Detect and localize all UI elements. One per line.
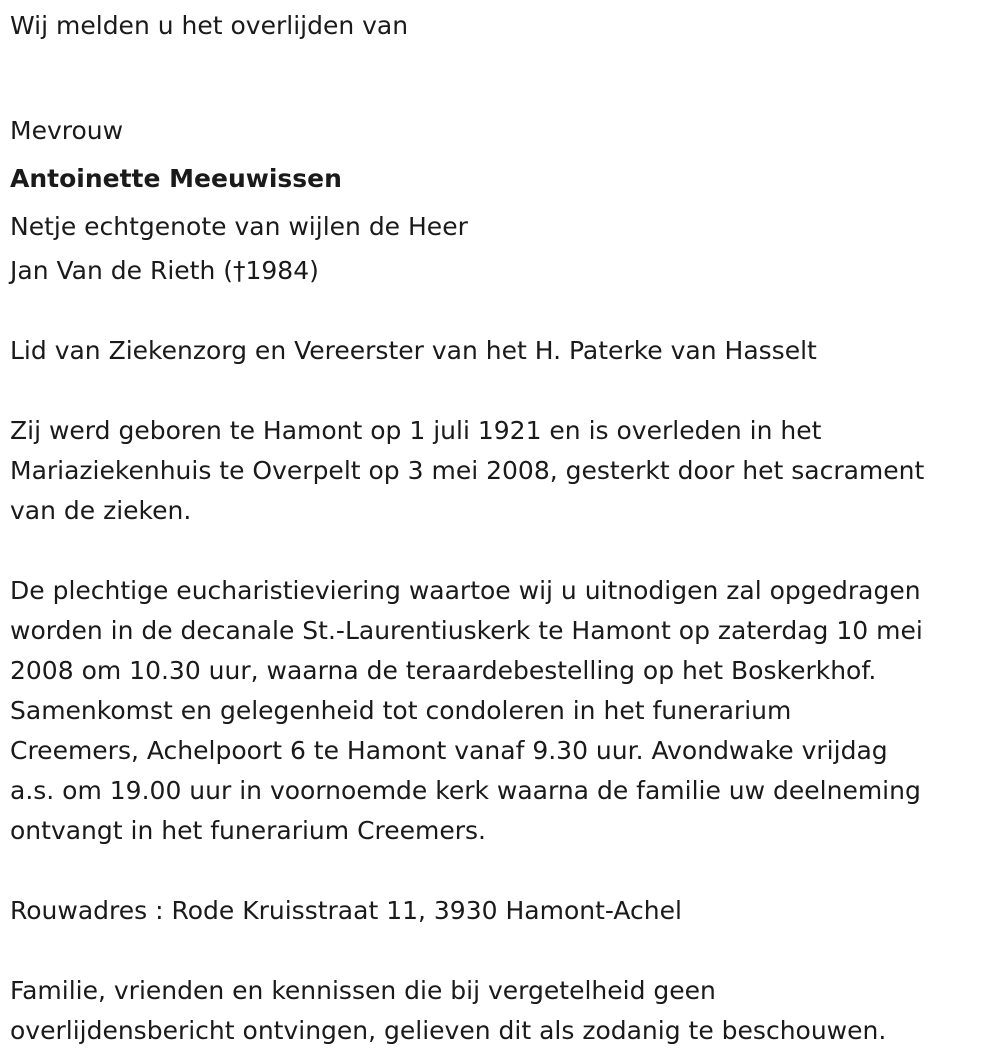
paragraph-line: Familie, vrienden en kennissen die bij vergetelheid geen <box>10 976 716 1005</box>
paragraph-line: Zij werd geboren te Hamont op 1 juli 1921 en is overleden in het <box>10 416 822 445</box>
paragraph-line: De plechtige eucharistieviering waartoe wij u uitnodigen zal opgedragen <box>10 576 921 605</box>
paragraph-line: worden in de decanale St.-Laurentiuskerk te Hamont op zaterdag 10 mei <box>10 616 923 645</box>
paragraph-line: van de zieken. <box>10 496 192 525</box>
death-notice <box>10 0 995 1051</box>
membership-text: Lid van Ziekenzorg en Vereerster van het H. Paterke van Hasselt <box>10 336 817 365</box>
mourning-address: Rouwadres : Rode Kruisstraat 11, 3930 Hamont-Achel <box>10 896 682 925</box>
spacer <box>10 851 995 891</box>
paragraph-line: Creemers, Achelpoort 6 te Hamont vanaf 9.30 uur. Avondwake vrijdag <box>10 736 888 765</box>
spacer <box>10 931 995 971</box>
paragraph-line: overlijdensbericht ontvingen, gelieven dit als zodanig te beschouwen. <box>10 1016 887 1045</box>
birth-death-paragraph <box>10 411 995 531</box>
spacer <box>10 531 995 571</box>
closing-paragraph <box>10 971 995 1051</box>
paragraph-line: Samenkomst en gelegenheid tot condoleren in het funerarium <box>10 696 792 725</box>
deceased-name: Antoinette Meeuwissen <box>10 164 342 193</box>
intro-text: Wij melden u het overlijden van <box>10 11 409 40</box>
paragraph-line: ontvangt in het funerarium Creemers. <box>10 816 487 845</box>
spacer <box>10 291 995 331</box>
paragraph-line: Mariaziekenhuis te Overpelt op 3 mei 2008, gesterkt door het sacrament <box>10 456 925 485</box>
spacer <box>10 371 995 411</box>
ceremony-paragraph <box>10 571 995 851</box>
paragraph-line: 2008 om 10.30 uur, waarna de teraardebestelling op het Boskerkhof. <box>10 656 877 685</box>
spouse-line-1: Netje echtgenote van wijlen de Heer <box>10 212 468 241</box>
spouse-line-2: Jan Van de Rieth (†1984) <box>10 256 319 285</box>
paragraph-line: a.s. om 19.00 uur in voornoemde kerk waarna de familie uw deelneming <box>10 776 921 805</box>
honorific: Mevrouw <box>10 116 124 145</box>
